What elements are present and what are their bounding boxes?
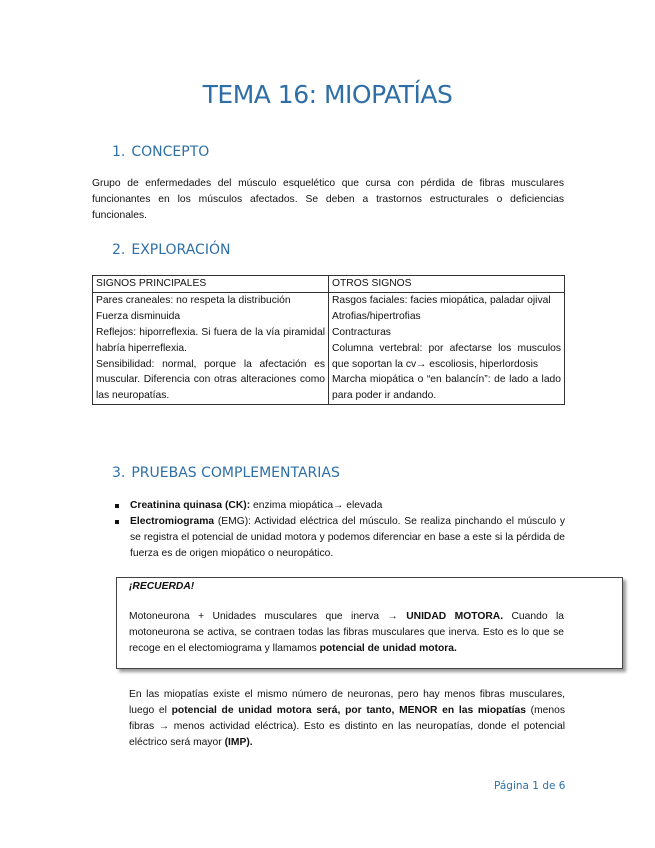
list-item bbox=[115, 514, 565, 562]
section-heading-pruebas bbox=[112, 465, 340, 481]
sign-item: Sensibilidad: normal, porque la afectación es muscular. Diferencia con otras alteraciones como las neuropatías. bbox=[96, 358, 325, 402]
page-title: TEMA 16: MIOPATÍAS bbox=[202, 80, 453, 109]
recuerda-text: Motoneurona + Unidades musculares que inerva → bbox=[129, 611, 407, 622]
recuerda-bold: UNIDAD MOTORA. bbox=[406, 611, 504, 622]
table-header-row bbox=[93, 276, 565, 293]
section-number: 2. bbox=[112, 242, 126, 258]
list-item-text: enzima miopática→ elevada bbox=[250, 500, 383, 511]
sign-item: Rasgos faciales: facies miopática, paladar ojival bbox=[332, 294, 551, 306]
sign-item: Columna vertebral: por afectarse los musculos que soportan la cv→ escoliosis, hiperlordosis bbox=[332, 342, 561, 370]
table-header-cell: OTROS SIGNOS bbox=[329, 276, 565, 293]
recuerda-body bbox=[129, 609, 564, 657]
pruebas-list bbox=[115, 498, 565, 562]
sign-item: Pares craneales: no respeta la distribución bbox=[96, 294, 291, 306]
section-title: CONCEPTO bbox=[131, 144, 210, 160]
page-number: Página 1 de 6 bbox=[494, 780, 566, 792]
signs-table bbox=[92, 275, 565, 405]
paragraph-text: (menos fibras → menos actividad eléctrica). Esto es distinto en las neuropatías, donde el potencial eléctrico será mayor bbox=[129, 705, 565, 748]
sign-item: Fuerza disminuida bbox=[96, 310, 181, 322]
section-number: 3. bbox=[112, 465, 126, 481]
paragraph-text: En las miopatías existe el mismo número de neuronas, pero hay menos fibras musculares, luego el bbox=[129, 689, 565, 716]
bullet-icon bbox=[115, 504, 119, 508]
list-item-term: Electromiograma bbox=[130, 516, 215, 527]
table-cell-other-signs bbox=[329, 292, 565, 404]
list-item bbox=[115, 498, 565, 514]
list-item-text: (EMG): Actividad eléctrica del músculo. Se realiza pinchando el músculo y se registra el potencial de unidad motora y podemos diferenciar en base a este si la pérdida de fuerza es de origen miopático o neuropático. bbox=[130, 516, 565, 559]
concepto-paragraph: Grupo de enfermedades del músculo esquelético que cursa con pérdida de fibras musculares funcionantes en los músculos afectados. Se deben a trastornos estructurales o deficiencias funcionales. bbox=[92, 178, 564, 221]
list-item-term: Creatinina quinasa (CK): bbox=[130, 500, 251, 511]
sign-item: Contracturas bbox=[332, 326, 391, 338]
bullet-icon bbox=[115, 520, 119, 524]
section-title: EXPLORACIÓN bbox=[131, 242, 231, 258]
table-header-cell: SIGNOS PRINCIPALES bbox=[93, 276, 329, 293]
miopatias-paragraph bbox=[129, 687, 565, 751]
paragraph-bold: potencial de unidad motora será, por tanto, MENOR en las miopatías bbox=[171, 705, 526, 716]
sign-item: Reflejos: hiporreflexia. Si fuera de la vía piramidal habría hiperreflexia. bbox=[96, 326, 325, 354]
paragraph-bold: (IMP). bbox=[224, 737, 253, 748]
table-cell-main-signs bbox=[93, 292, 329, 404]
table-row bbox=[93, 292, 565, 404]
section-heading-exploracion bbox=[112, 242, 230, 258]
recuerda-text: Cuando la motoneurona se activa, se contraen todas las fibras musculares que inerva. Esto es lo que se recoge en el electomiograma y llamamos bbox=[129, 611, 564, 654]
recuerda-box bbox=[116, 577, 623, 669]
recuerda-bold: potencial de unidad motora. bbox=[319, 643, 457, 654]
section-title: PRUEBAS COMPLEMENTARIAS bbox=[131, 465, 340, 481]
recuerda-title: ¡RECUERDA! bbox=[129, 581, 195, 592]
sign-item: Atrofias/hipertrofias bbox=[332, 310, 421, 322]
section-heading-concepto bbox=[112, 144, 209, 160]
section-number: 1. bbox=[112, 144, 126, 160]
sign-item: Marcha miopática o “en balancín”: de lado a lado para poder ir andando. bbox=[332, 374, 561, 402]
